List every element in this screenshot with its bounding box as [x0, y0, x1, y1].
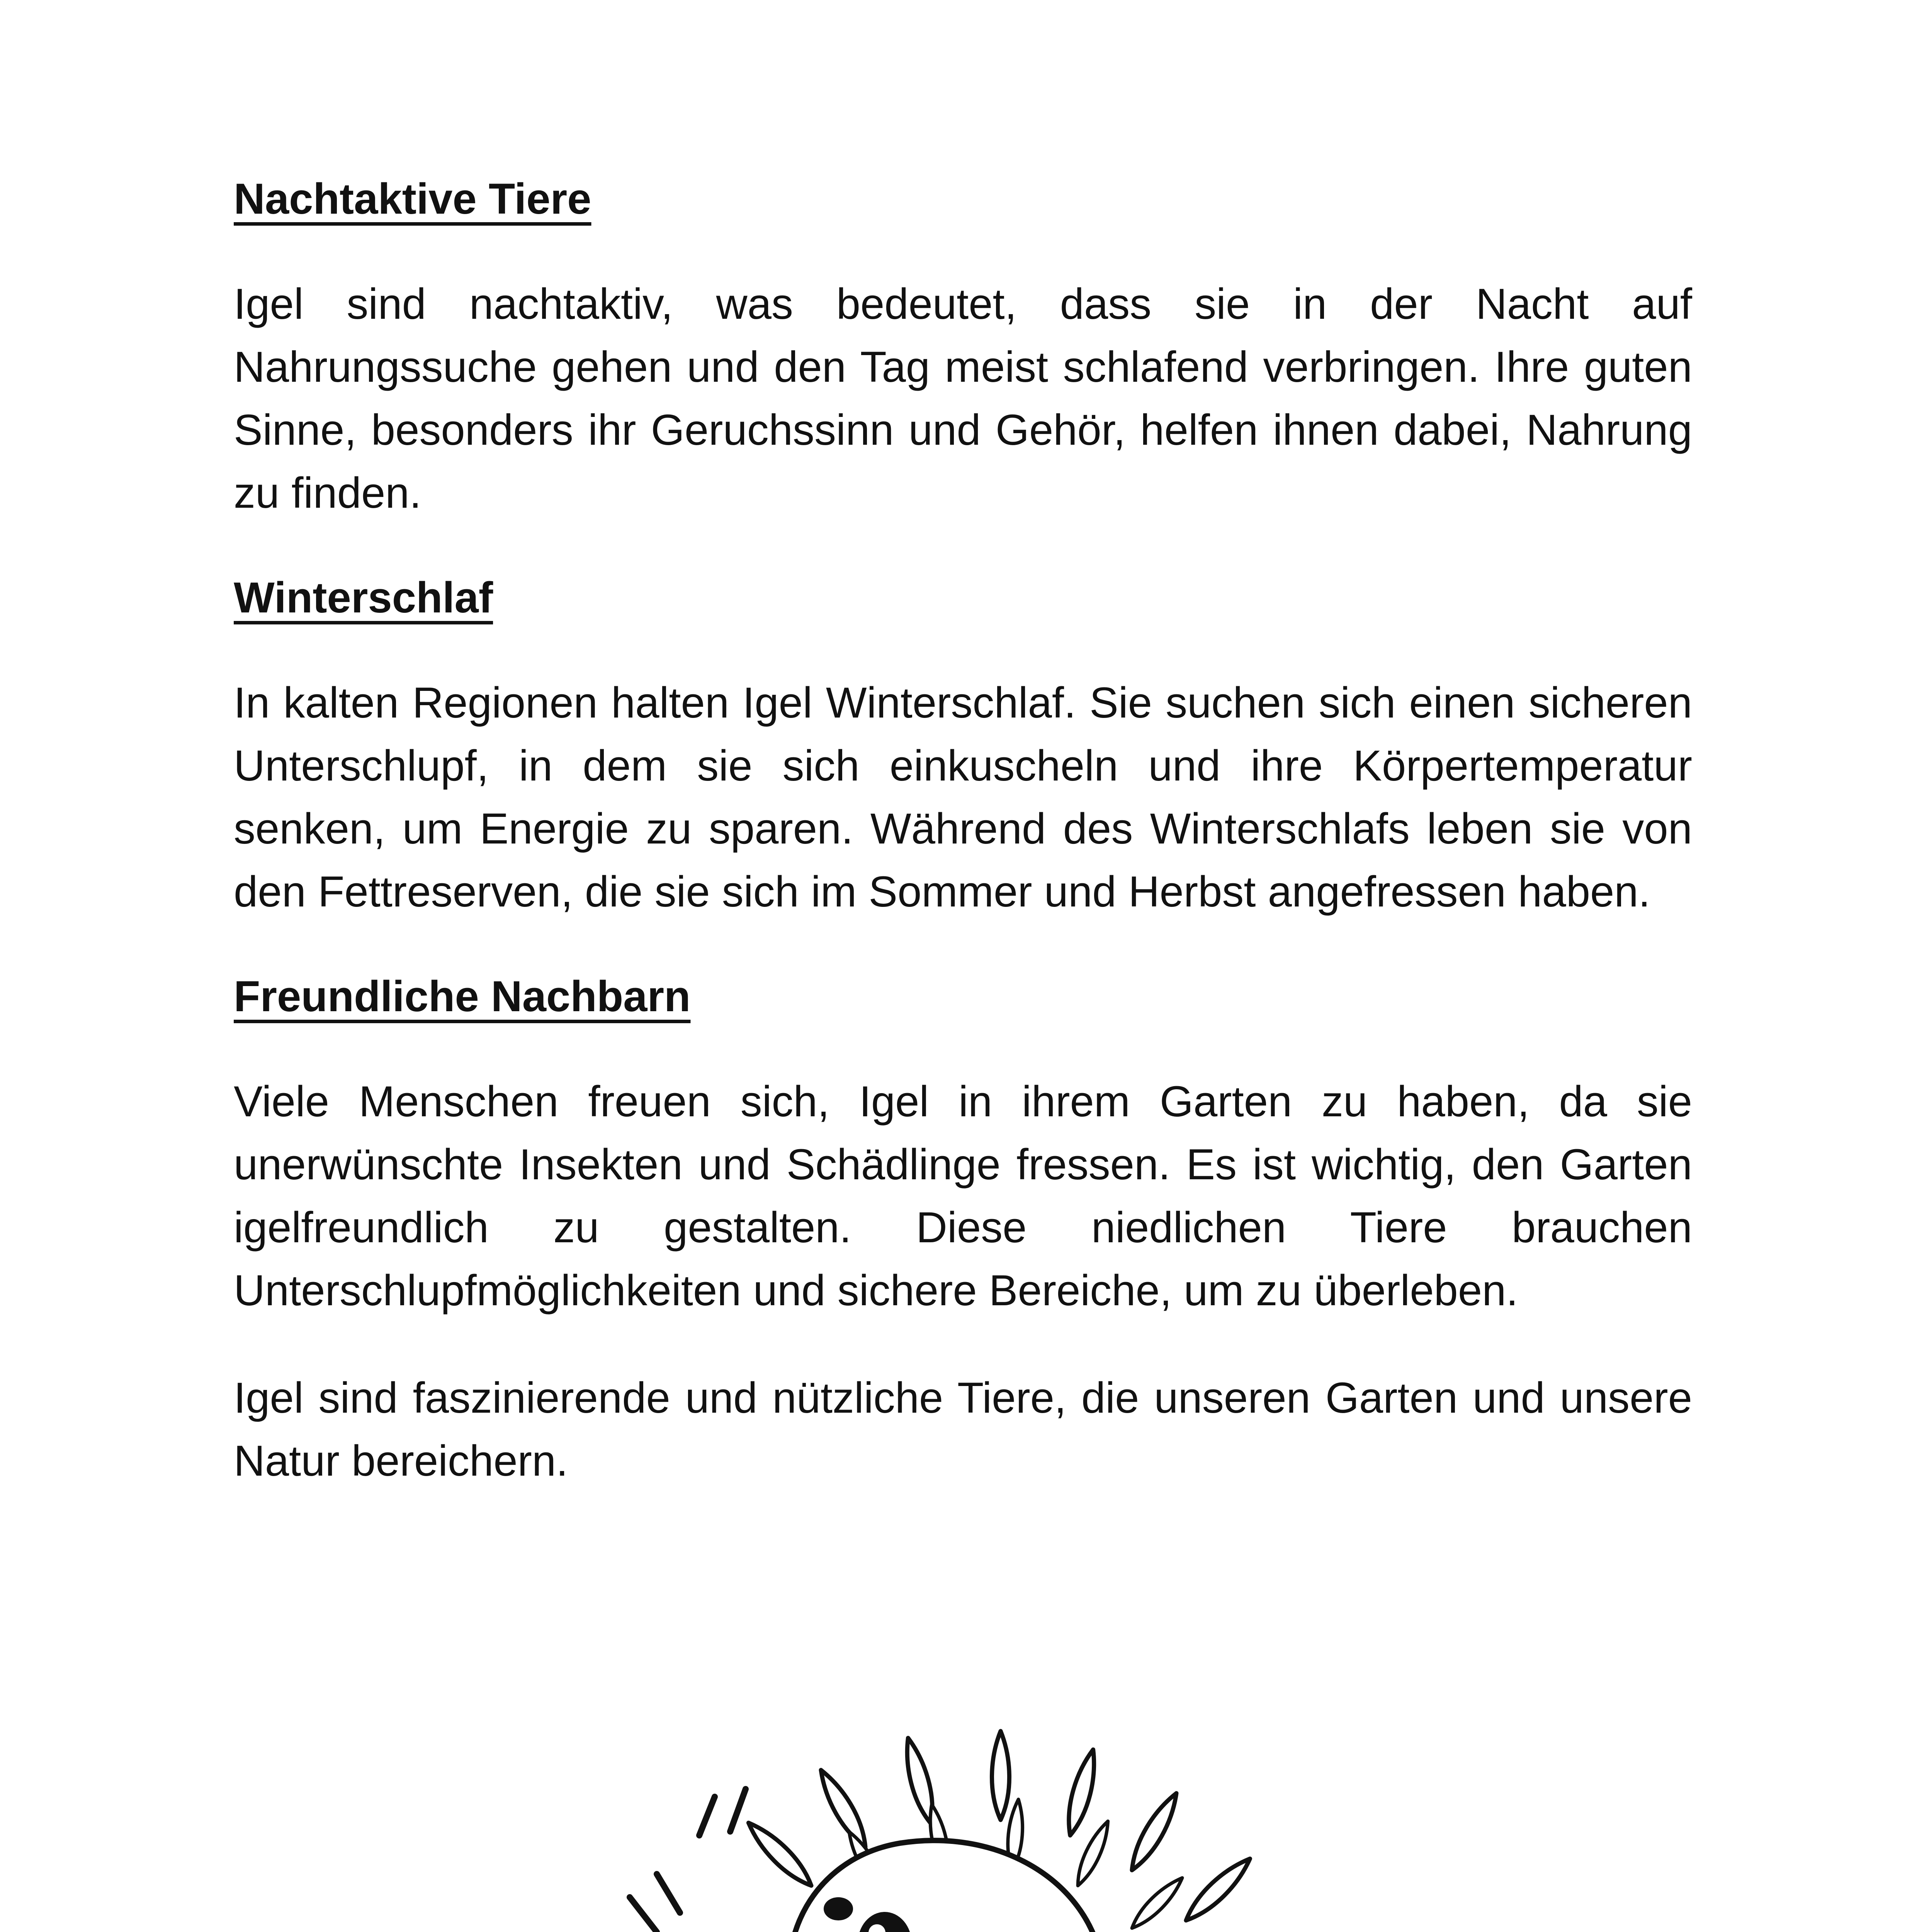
section-text-nachtaktive-tiere: Igel sind nachtaktiv, was bedeutet, dass sie in der Nacht auf Nahrungssuche gehen und den Tag meist schlafend verbringen. Ihre guten Sinne, besonders ihr Geruchssinn und Gehör, helfen ihnen dabei, Nahrung zu finden.	[234, 280, 1692, 517]
section-heading-winterschlaf: Winterschlaf	[234, 573, 493, 622]
section-heading-nachtaktive-tiere: Nachtaktive Tiere	[234, 175, 591, 223]
page-content	[234, 170, 1692, 1537]
hedgehog-illustration-icon	[498, 1604, 1426, 1932]
closing-paragraph: Igel sind faszinierende und nützliche Tiere, die unseren Garten und unsere Natur bereichern.	[234, 1374, 1692, 1485]
section-heading-freundliche-nachbarn: Freundliche Nachbarn	[234, 972, 691, 1020]
section-text-winterschlaf: In kalten Regionen halten Igel Winterschlaf. Sie suchen sich einen sicheren Unterschlupf, in dem sie sich einkuscheln und ihre Körpertemperatur senken, um Energie zu sparen. Während des Winterschlafs leben sie von den Fettreserven, die sie sich im Sommer und Herbst angefressen haben.	[234, 679, 1692, 916]
section-text-freundliche-nachbarn: Viele Menschen freuen sich, Igel in ihrem Garten zu haben, da sie unerwünschte Insekten und Schädlinge fressen. Es ist wichtig, den Garten igelfreundlich zu gestalten. Diese niedlichen Tiere brauchen Unterschlupfmöglichkeiten und sichere Bereiche, um zu überleben.	[234, 1077, 1692, 1315]
